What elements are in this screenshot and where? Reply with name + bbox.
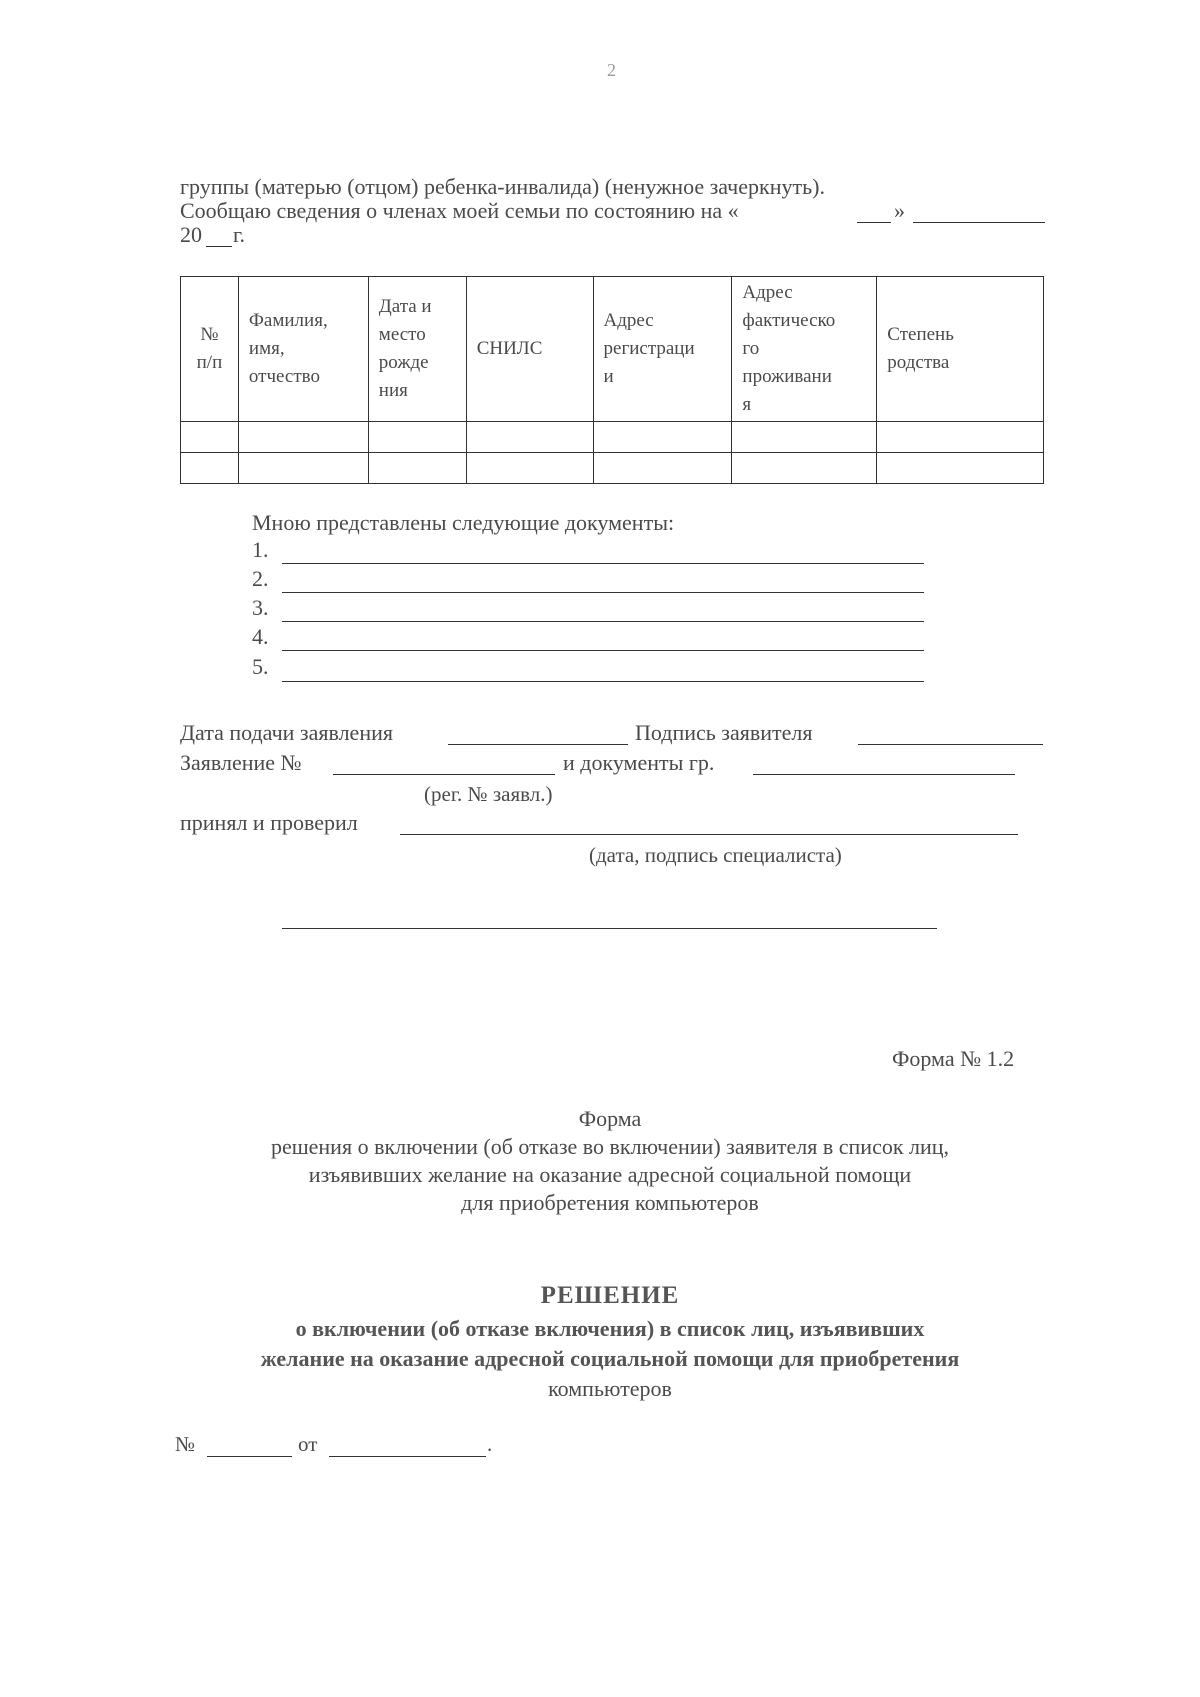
document-item-1-line[interactable] xyxy=(282,563,924,564)
decision-from-label: от xyxy=(298,1432,318,1456)
decision-line-2: желание на оказание адресной социальной помощи для приобретения xyxy=(260,1346,960,1371)
intro-line-3-prefix: 20 xyxy=(180,222,202,247)
form-title-line-3: изъявивших желание на оказание адресной социальной помощи xyxy=(308,1162,912,1187)
decision-number-label: № xyxy=(175,1432,196,1456)
submission-date-label: Дата подачи заявления xyxy=(180,720,393,745)
accepted-by-line[interactable] xyxy=(400,834,1018,835)
form-title-line-4: для приобретения компьютеров xyxy=(461,1190,759,1215)
table-header-row xyxy=(181,277,1044,422)
decision-number-line[interactable] xyxy=(207,1456,292,1457)
separator-line xyxy=(282,928,937,929)
table-cell[interactable] xyxy=(368,422,466,453)
table-cell[interactable] xyxy=(732,422,877,453)
document-item-1-number: 1. xyxy=(252,537,269,562)
intro-line-3-suffix: г. xyxy=(233,222,246,247)
form-title-line-2: решения о включении (об отказе во включении) заявителя в список лиц, xyxy=(270,1134,950,1159)
decision-line-3: компьютеров xyxy=(548,1376,672,1401)
header-registration-address: Адрес регистраци и xyxy=(593,277,732,422)
table-cell[interactable] xyxy=(368,453,466,484)
registration-number-note: (рег. № заявл.) xyxy=(424,782,553,806)
applicant-signature-line[interactable] xyxy=(858,744,1043,745)
documents-of-citizen-label: и документы гр. xyxy=(563,750,715,775)
specialist-note: (дата, подпись специалиста) xyxy=(589,843,842,867)
header-snils: СНИЛС xyxy=(466,277,593,422)
table-cell[interactable] xyxy=(466,453,593,484)
accepted-by-label: принял и проверил xyxy=(180,810,358,835)
intro-line-2-prefix: Сообщаю сведения о членах моей семьи по состоянию на « xyxy=(180,198,739,223)
header-number: № п/п xyxy=(181,277,239,422)
decision-end-dot: . xyxy=(487,1432,493,1456)
intro-line-1: группы (матерью (отцом) ребенка-инвалида) (ненужное зачеркнуть). xyxy=(180,174,825,199)
document-item-5-number: 5. xyxy=(252,654,269,679)
date-month-blank xyxy=(913,222,1045,223)
document-item-3-line[interactable] xyxy=(282,621,924,622)
date-year-blank xyxy=(206,246,232,247)
page-number: 2 xyxy=(607,60,616,80)
applicant-signature-label: Подпись заявителя xyxy=(635,720,813,745)
table-cell[interactable] xyxy=(593,453,732,484)
documents-heading: Мною представлены следующие документы: xyxy=(252,510,675,535)
table-cell[interactable] xyxy=(238,453,368,484)
document-item-2-number: 2. xyxy=(252,566,269,591)
submission-date-line[interactable] xyxy=(448,744,628,745)
header-birth-date-place: Дата и место рожде ния xyxy=(368,277,466,422)
citizen-name-line[interactable] xyxy=(753,774,1015,775)
table-cell[interactable] xyxy=(732,453,877,484)
table-cell[interactable] xyxy=(877,453,1044,484)
document-item-4-line[interactable] xyxy=(282,650,924,651)
application-number-line[interactable] xyxy=(333,774,555,775)
document-item-3-number: 3. xyxy=(252,595,269,620)
table-cell[interactable] xyxy=(238,422,368,453)
table-row xyxy=(181,453,1044,484)
decision-line-1: о включении (об отказе включения) в список лиц, изъявивших xyxy=(295,1316,925,1341)
decision-date-line[interactable] xyxy=(329,1456,486,1457)
intro-line-2 xyxy=(180,198,739,224)
application-number-label: Заявление № xyxy=(180,750,302,775)
header-relationship: Степень родства xyxy=(877,277,1044,422)
decision-title: РЕШЕНИЕ xyxy=(540,1282,680,1309)
table-cell[interactable] xyxy=(593,422,732,453)
form-title-line-1: Форма xyxy=(578,1106,642,1131)
form-number: Форма № 1.2 xyxy=(892,1046,1015,1071)
document-item-4-number: 4. xyxy=(252,624,269,649)
header-actual-address: Адрес фактическо го проживани я xyxy=(732,277,877,422)
date-day-blank xyxy=(857,222,891,223)
document-item-5-line[interactable] xyxy=(282,681,924,682)
intro-line-2-mid: » xyxy=(894,198,905,223)
table-cell[interactable] xyxy=(877,422,1044,453)
header-full-name: Фамилия, имя, отчество xyxy=(238,277,368,422)
table-cell[interactable] xyxy=(181,453,239,484)
document-item-2-line[interactable] xyxy=(282,592,924,593)
family-members-table xyxy=(180,276,1044,484)
table-row xyxy=(181,422,1044,453)
table-cell[interactable] xyxy=(181,422,239,453)
table-cell[interactable] xyxy=(466,422,593,453)
